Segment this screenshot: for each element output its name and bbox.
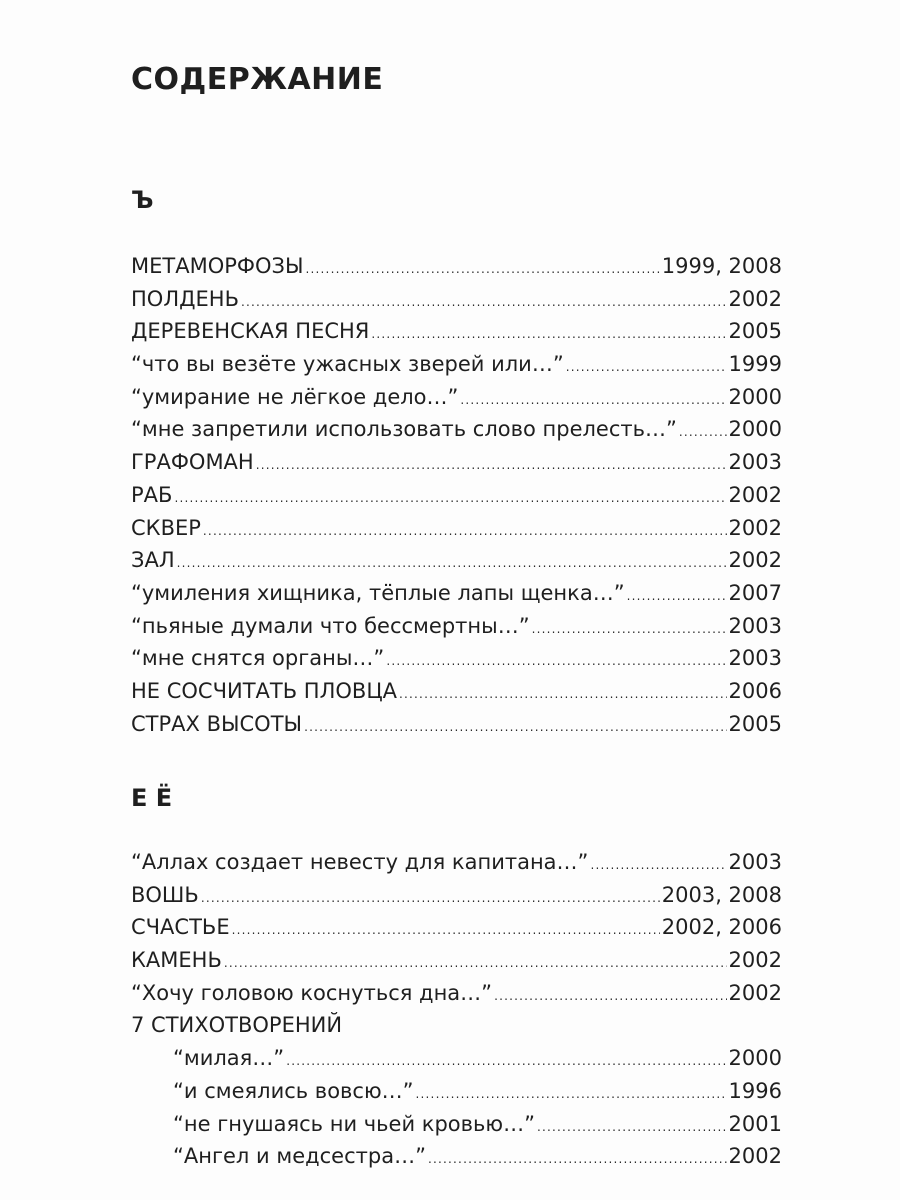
dot-leader [256,458,727,472]
entry-title: “умиления хищника, тёплые лапы щенка…” [131,580,625,605]
dot-leader [627,589,727,603]
entry-title: ВОШЬ [131,882,199,907]
dot-leader [203,524,727,538]
dot-leader [174,491,726,505]
toc-list [131,850,782,1177]
entry-title: “пьяные думали что бессмертны…” [131,613,530,638]
toc-subentry [131,1079,782,1112]
toc-entry [131,450,782,483]
entry-year: 2000 [728,417,782,442]
dot-leader [399,687,727,701]
entry-year: 2002 [728,1144,782,1169]
entry-year: 2005 [728,319,782,344]
group-title: 7 СТИХОТВОРЕНИЙ [131,1013,343,1038]
toc-entry [131,712,782,745]
dot-leader [224,956,727,970]
entry-year: 2000 [728,384,782,409]
dot-leader [371,327,726,341]
dot-leader [566,360,727,374]
toc-entry [131,614,782,647]
entry-title: “милая…” [173,1046,285,1071]
entry-title: ЗАЛ [131,548,175,573]
entry-year: 2002 [728,948,782,973]
toc-subentry [131,1046,782,1079]
toc-entry [131,385,782,418]
entry-year: 2001 [728,1111,782,1136]
entry-title: МЕТАМОРФОЗЫ [131,254,304,278]
dot-leader [428,1152,727,1166]
entry-year: 2007 [728,580,782,605]
toc-entry [131,548,782,581]
toc-entry [131,319,782,352]
toc-entry [131,883,782,916]
dot-leader [386,654,726,668]
dot-leader [304,720,726,734]
dot-leader [416,1087,727,1101]
dot-leader [460,393,726,407]
entry-year: 2003 [728,646,782,671]
entry-title: “Хочу головою коснуться дна…” [131,980,493,1005]
entry-year: 2002 [728,286,782,311]
entry-year: 1996 [728,1078,782,1103]
entry-year: 2003, 2008 [661,882,782,907]
entry-year: 1999, 2008 [661,254,782,278]
entry-title: “и смеялись вовсю…” [173,1078,414,1103]
toc-entry [131,850,782,883]
entry-title: ПОЛДЕНЬ [131,286,239,311]
section-heading: Е Ё [131,784,173,812]
toc-entry [131,915,782,948]
dot-leader [590,858,726,872]
dot-leader [306,262,660,276]
toc-entry [131,516,782,549]
dot-leader [532,622,727,636]
toc-list [131,254,782,744]
dot-leader [201,891,660,905]
section-heading: Ъ [131,186,154,214]
toc-subentry [131,1144,782,1177]
entry-title: “мне запретили использовать слово прелесть…” [131,417,677,442]
entry-title: СКВЕР [131,515,201,540]
entry-title: “мне снятся органы…” [131,646,385,671]
toc-entry [131,581,782,614]
entry-title: “Аллах создает невесту для капитана…” [131,850,589,874]
dot-leader [286,1054,726,1068]
toc-entry [131,352,782,385]
entry-year: 2003 [728,613,782,638]
entry-title: НЕ СОСЧИТАТЬ ПЛОВЦА [131,678,397,703]
dot-leader [494,989,726,1003]
page-title: СОДЕРЖАНИЕ [131,62,384,97]
entry-year: 2002, 2006 [661,915,782,940]
entry-year: 2002 [728,515,782,540]
entry-year: 2000 [728,1046,782,1071]
entry-year: 1999 [728,352,782,377]
entry-title: СЧАСТЬЕ [131,915,230,940]
entry-title: ГРАФОМАН [131,450,254,475]
dot-leader [537,1120,727,1134]
toc-entry [131,483,782,516]
entry-year: 2003 [728,850,782,874]
toc-subentry [131,1112,782,1145]
entry-title: РАБ [131,482,173,507]
dot-leader [679,425,727,439]
entry-title: “Ангел и медсестра…” [173,1144,426,1169]
entry-year: 2006 [728,678,782,703]
dot-leader [241,295,727,309]
entry-year: 2002 [728,548,782,573]
entry-title: КАМЕНЬ [131,948,222,973]
entry-title: “что вы везёте ужасных зверей или…” [131,352,564,377]
entry-title: ДЕРЕВЕНСКАЯ ПЕСНЯ [131,319,370,344]
toc-entry [131,948,782,981]
toc-entry [131,417,782,450]
toc-entry [131,646,782,679]
toc-entry [131,679,782,712]
entry-year: 2002 [728,980,782,1005]
entry-title: “умирание не лёгкое дело…” [131,384,459,409]
dot-leader [177,556,727,570]
group-heading [131,1013,782,1046]
entry-title: “не гнушаясь ни чьей кровью…” [173,1111,535,1136]
toc-entry [131,254,782,287]
entry-year: 2002 [728,482,782,507]
entry-title: СТРАХ ВЫСОТЫ [131,711,303,736]
toc-entry [131,287,782,320]
entry-year: 2003 [728,450,782,475]
entry-year: 2005 [728,711,782,736]
toc-entry [131,981,782,1014]
dot-leader [232,923,660,937]
